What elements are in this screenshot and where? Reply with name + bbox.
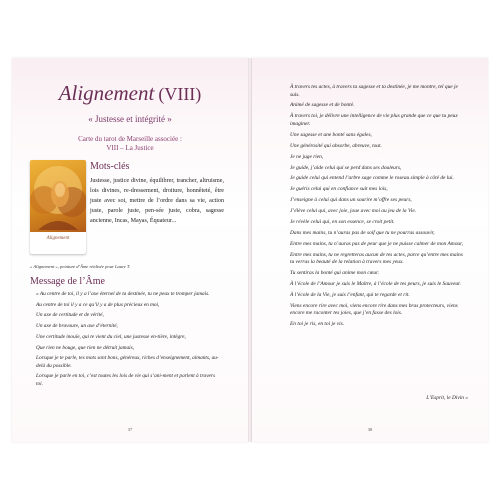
tarot-association-line2: VIII – La Justice bbox=[106, 144, 154, 152]
body-paragraph: Dans mes mains, tu n’auras pas de soif que tu ne pourras assouvir, bbox=[290, 229, 435, 236]
message-paragraph: Un axe de bravoure, un axe d’éternité, bbox=[36, 323, 118, 330]
keywords-heading: Mots-clés bbox=[90, 161, 130, 172]
body-paragraph: J’enseigne à celui qui dans un sourire m’offre ses peurs, bbox=[290, 197, 412, 204]
chapter-title-main: Alignement bbox=[58, 81, 155, 105]
right-page-body bbox=[290, 84, 468, 332]
card-label: Alignement bbox=[46, 236, 70, 241]
page-number: 38 bbox=[367, 427, 373, 432]
body-paragraph: À l’école de l’Amour je suis le Maître, à l’école de tes peurs, je suis le Sauveur. bbox=[290, 281, 461, 288]
body-paragraph: Je guide, j’aide celui qui se perd dans ses douleurs, bbox=[290, 164, 402, 171]
chapter-title bbox=[12, 81, 248, 106]
tarot-association bbox=[12, 135, 248, 153]
message-paragraph: Lorsque je parle en toi, c’est toutes les lois de vie qui s’ani-ment et parlent à travers toi. bbox=[36, 373, 216, 387]
body-paragraph: Je révèle celui qui, en son essence, se croit petit. bbox=[290, 218, 395, 225]
body-paragraph: Entre mes mains, tu n’auras pas de peur que je ne puisse calmer de mon Amour, bbox=[290, 240, 463, 247]
body-paragraph: Entre mes mains, tu ne regretteras aucun de tes actes, parce qu’entre mes mains tu verras la beauté de la relation à travers mes yeux. bbox=[290, 251, 463, 266]
body-paragraph: Tu sentiras la bonté qui anime mon cœur. bbox=[290, 270, 379, 277]
chapter-title-number: (VIII) bbox=[158, 84, 202, 104]
card-label-band bbox=[30, 232, 86, 254]
card-image bbox=[30, 160, 86, 254]
card-artwork bbox=[30, 160, 86, 232]
keywords-text: Justesse, justice divine, équilibrer, trancher, altruisme, lois divines, re-dressement, droiture, honnêteté, être juste avec soi, mettre de l’ordre dans sa vie, action juste, parole juste, pen-sée juste, cobra, sagesse ancienne, Incas, Mayas, Équateur... bbox=[90, 178, 224, 225]
page-number: 37 bbox=[127, 427, 133, 432]
message-paragraph: Que rien ne bouge, que rien ne détruit jamais, bbox=[36, 344, 134, 351]
body-paragraph: En toi je ris, en toi je vis. bbox=[290, 321, 345, 328]
tarot-association-line1: Carte du tarot de Marseille associée : bbox=[78, 135, 182, 143]
body-paragraph: Une générosité qui absorbe, abreuve, tout. bbox=[290, 142, 382, 149]
body-paragraph: Je ne juge rien, bbox=[290, 153, 324, 160]
message-paragraph: « Au centre de toi, il y a l’axe éternel de ta destinée, tu ne peux te tromper jamais. bbox=[36, 291, 210, 297]
image-caption: « Alignement », peinture d’Âme réalisée pour Laure T. bbox=[30, 264, 131, 269]
right-page bbox=[252, 58, 488, 442]
message-paragraph: Un axe de certitude et de vérité, bbox=[36, 312, 104, 319]
body-paragraph: À l’école de la Vie, je suis l’enfant, qui te regarde et rit. bbox=[290, 291, 410, 298]
body-paragraph: Animé de sagesse et de bonté. bbox=[290, 102, 355, 109]
left-page bbox=[12, 58, 248, 442]
body-paragraph: Viens encore rire avec moi, viens encore rire dans mes bras protecteurs, viens encore me raconter tes joies, que j’en fasse des lois. bbox=[290, 302, 458, 317]
chapter-subtitle: « Justesse et intégrité » bbox=[88, 114, 172, 124]
body-paragraph: À travers toi, je délivre une intelligence de vie plus grande que ce que tu peux imaginer. bbox=[290, 113, 458, 127]
message-paragraph: Lorsque je te parle, tes mots sont bons, généreux, riches d’enseignement, aimants, au-delà du possible. bbox=[36, 355, 219, 369]
body-paragraph: J’élève celui qui, avec joie, joue avec moi au jeu de la Vie. bbox=[290, 208, 417, 215]
message-paragraph: Au centre de toi il y a ce qu’il y a de plus précieux en moi, bbox=[36, 301, 160, 308]
message-heading: Message de l’Âme bbox=[30, 276, 105, 287]
body-paragraph: Je guéris celui qui en confiance suit mes lois, bbox=[290, 186, 388, 193]
body-paragraph: Je guide celui qui entend l’arbre sage comme le roseau simple à côté de lui. bbox=[290, 175, 454, 182]
body-paragraph: Une sagesse et une bonté sans égales, bbox=[290, 131, 372, 138]
message-body bbox=[36, 291, 222, 391]
body-paragraph: À travers tes actes, à travers ta sagesse et ta destinée, je me montre, tel que je suis. bbox=[290, 84, 458, 98]
signature: L’Esprit, le Divin » bbox=[426, 395, 468, 401]
message-paragraph: Une certitude inouïe, qui te vient du ciel, une justesse en-tière, intègre, bbox=[36, 333, 186, 340]
